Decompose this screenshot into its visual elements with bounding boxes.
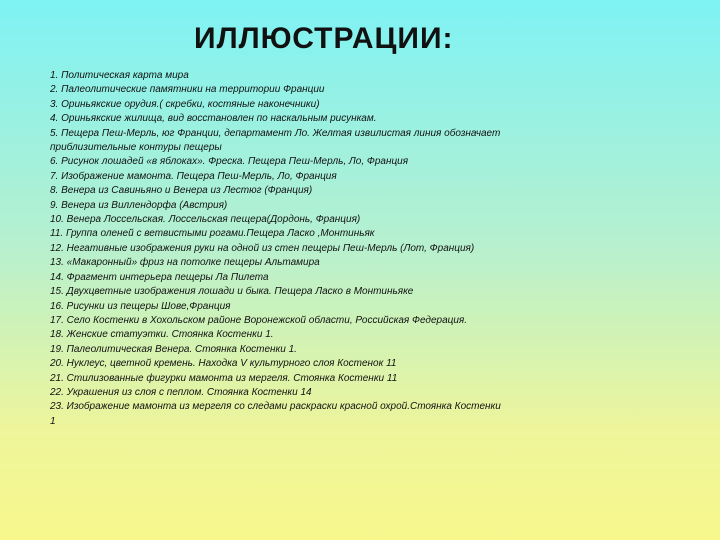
list-item: 16. Рисунки из пещеры Шове,Франция: [50, 300, 231, 312]
list-item: 19. Палеолитическая Венера. Стоянка Костенки 1.: [50, 343, 297, 355]
list-item: 5. Пещера Пеш-Мерль, юг Франции, департамент Ло. Желтая извилистая линия обозначает приблизительные контуры пещеры: [50, 127, 501, 154]
slide-title: ИЛЛЮСТРАЦИИ:: [194, 22, 454, 55]
list-item: 7. Изображение мамонта. Пещера Пеш-Мерль, Ло, Франция: [50, 170, 337, 182]
list-item: 22. Украшения из слоя с пеплом. Стоянка Костенки 14: [50, 386, 312, 398]
list-item: 21. Стилизованные фигурки мамонта из мергеля. Стоянка Костенки 11: [50, 372, 398, 384]
list-item: 2. Палеолитические памятники на территории Франции: [50, 84, 325, 96]
list-item: 15. Двухцветные изображения лошади и быка. Пещера Ласко в Монтиньяке: [50, 286, 414, 298]
list-item: 18. Женские статуэтки. Стоянка Костенки 1.: [50, 329, 274, 341]
list-item: 14. Фрагмент интерьера пещеры Ла Пилета: [50, 271, 269, 283]
list-item: 9. Венера из Виллендорфа (Австрия): [50, 199, 228, 211]
list-item: 10. Венера Лоссельская. Лоссельская пещера(Дордонь, Франция): [50, 214, 361, 226]
list-item: 3. Ориньякские орудия.( скребки, костяные наконечники): [50, 98, 320, 110]
list-item: 17. Село Костенки в Хохольском районе Воронежской области, Российская Федерация.: [50, 314, 468, 326]
list-item: 11. Группа оленей с ветвистыми рогами.Пещера Ласко ,Монтиньяк: [50, 228, 375, 240]
illustrations-list: [50, 69, 502, 429]
list-item: 4. Ориньякские жилища, вид восстановлен по наскальным рисункам.: [50, 113, 377, 125]
list-item: 23. Изображение мамонта из мергеля со следами раскраски красной охрой.Стоянка Костенки 1: [50, 401, 501, 427]
list-item: 20. Нуклеус, цветной кремень. Находка V культурного слоя Костенок 11: [50, 358, 397, 370]
list-item: 8. Венера из Савиньяно и Венера из Лестюг (Франция): [50, 185, 313, 197]
list-item: 13. «Макаронный» фриз на потолке пещеры Альтамира: [50, 257, 320, 269]
list-item: 1. Политическая карта мира: [50, 70, 189, 81]
list-item: 6. Рисунок лошадей «в яблоках». Фреска. Пещера Пеш-Мерль, Ло, Франция: [50, 156, 409, 168]
list-item: 12. Негативные изображения руки на одной из стен пещеры Пеш-Мерль (Лот, Франция): [50, 242, 475, 254]
